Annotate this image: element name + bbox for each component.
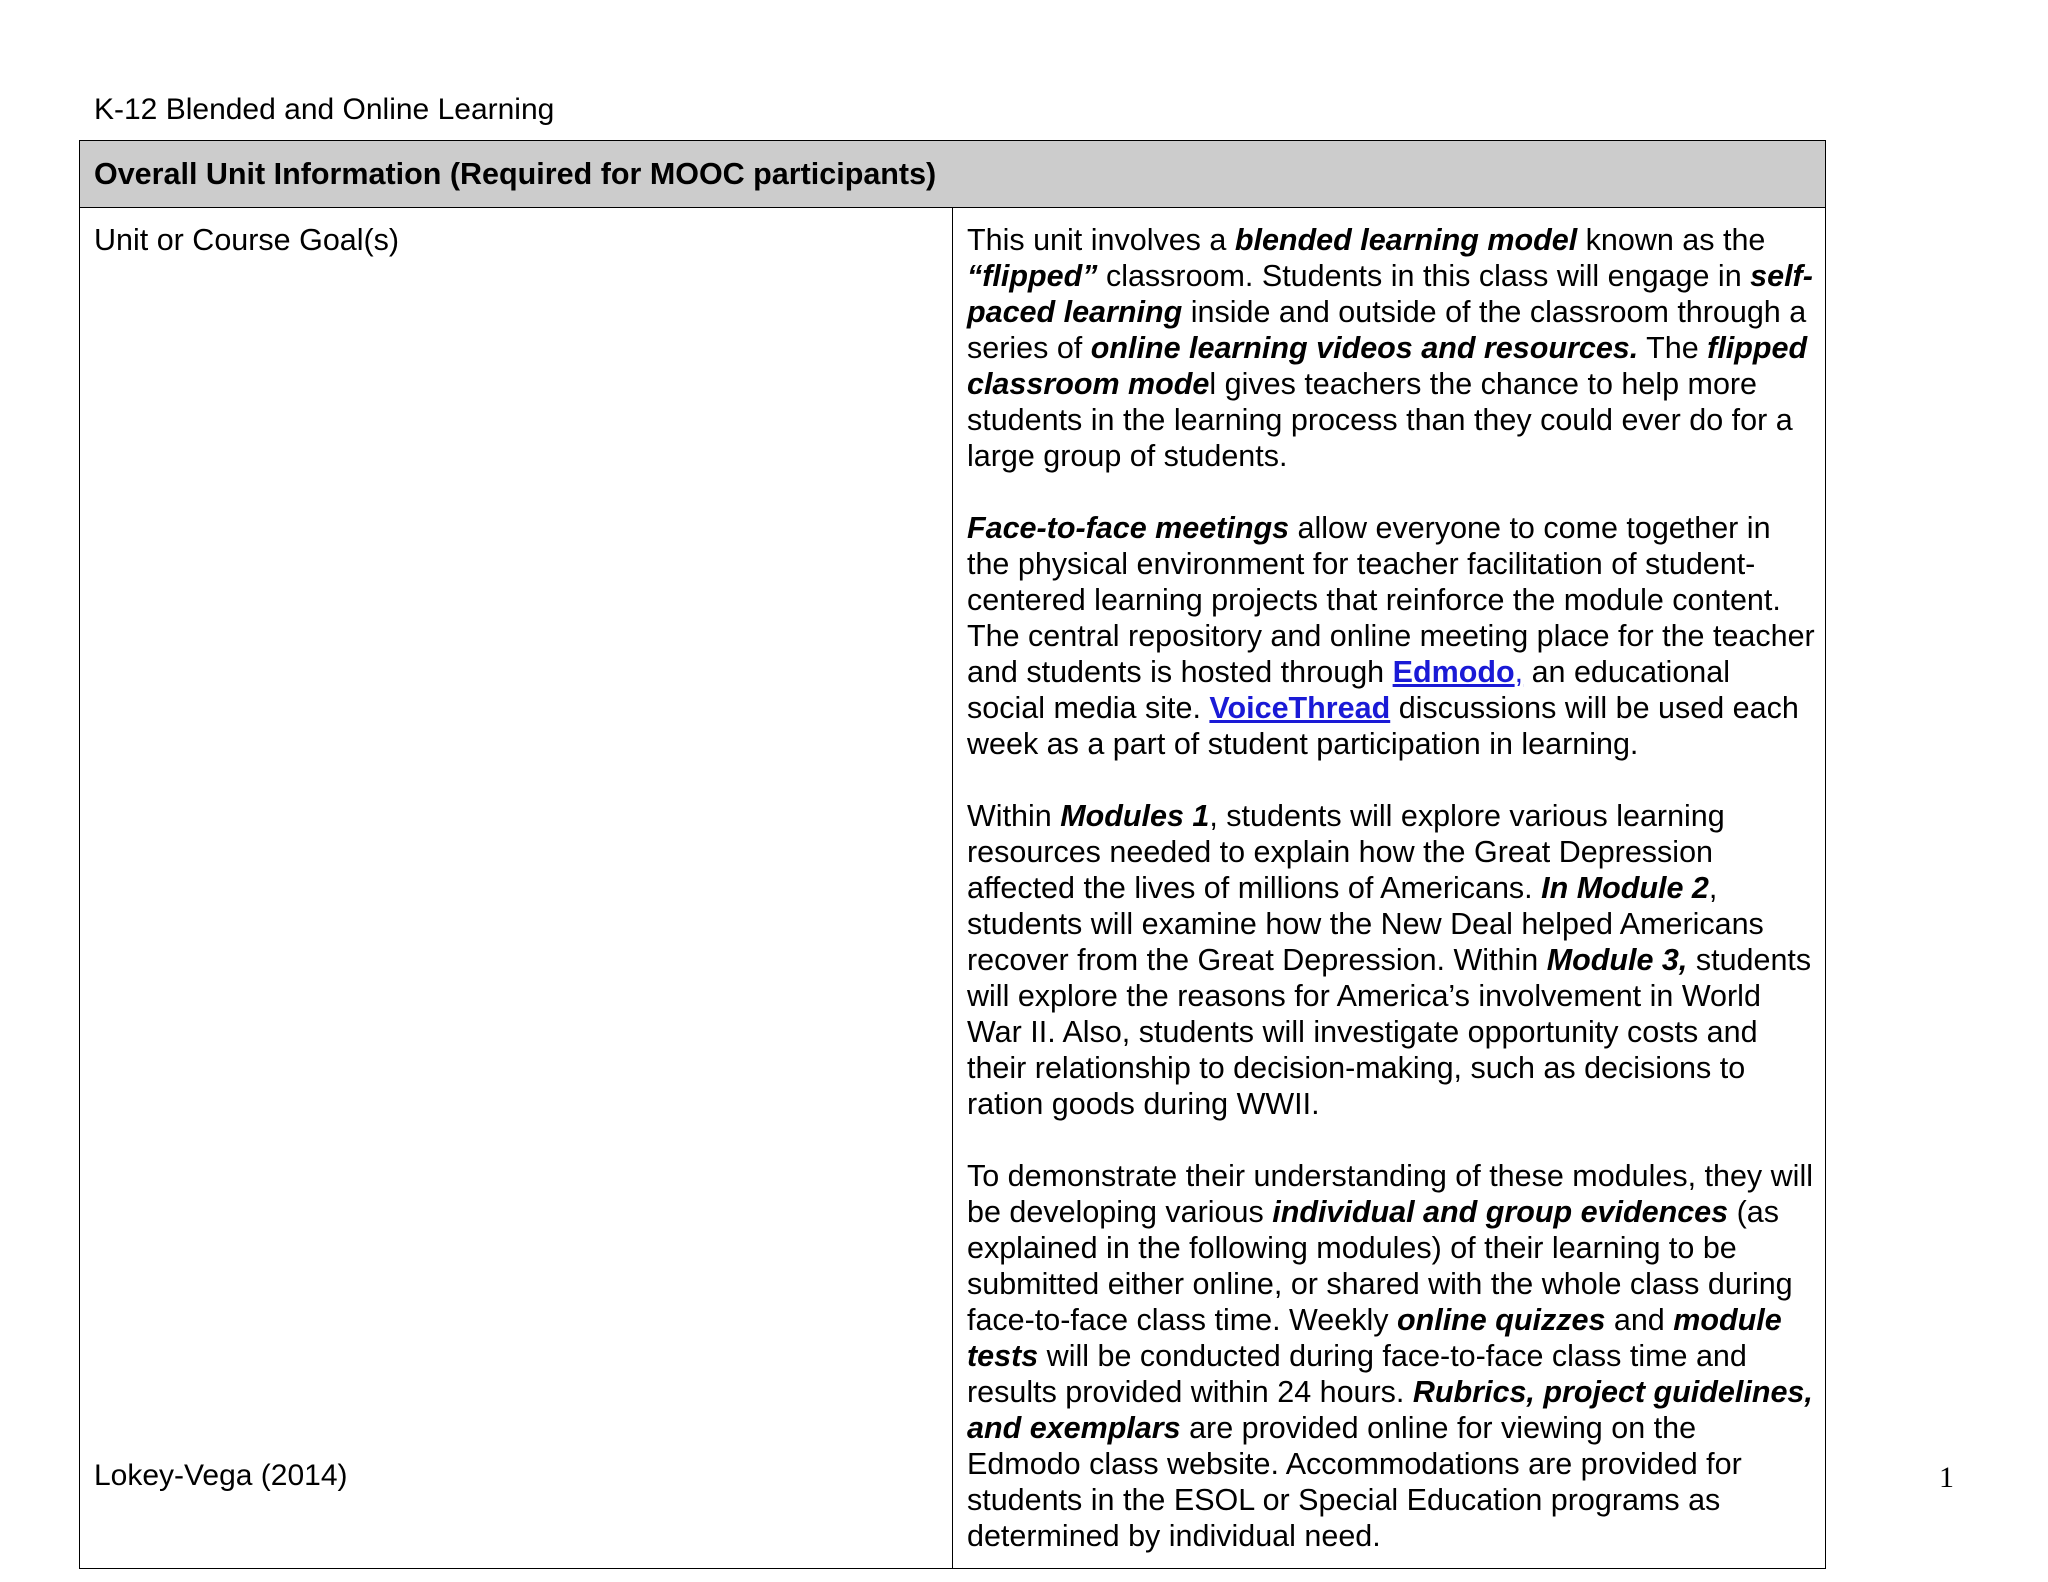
emphasis-text: “flipped”	[967, 259, 1098, 293]
text-run: Within	[967, 799, 1061, 833]
text-run: allow everyone to come together in the physical environment for teacher facilitation of student-centered learning projects that reinforce the module content. The central repository and online meeting place for the teacher and students is hosted through	[967, 511, 1815, 689]
text-run: To demonstrate their understanding of these modules, they will be developing various	[967, 1159, 1814, 1229]
page-number: 1	[1939, 1461, 1954, 1494]
text-run: (as explained in the following modules) of their learning to be submitted either online, or shared with the whole class during face-to-face class time. Weekly	[967, 1195, 1793, 1337]
emphasis-text: Modules 1	[1060, 799, 1210, 833]
edmodo-link-comma[interactable]: ,	[1514, 655, 1524, 689]
voicethread-link[interactable]: VoiceThread	[1209, 691, 1391, 725]
emphasis-text: blended learning model	[1234, 223, 1578, 257]
emphasis-text: online learning videos and resources.	[1090, 331, 1639, 365]
emphasis-text: module tests	[967, 1303, 1782, 1373]
text-run: This unit involves a	[967, 223, 1235, 257]
paragraph-flipped-model	[967, 222, 1815, 474]
goals-content	[953, 208, 1826, 1569]
table-heading-row	[80, 141, 1826, 208]
text-run: The	[1638, 331, 1708, 365]
paragraph-face-to-face	[967, 510, 1815, 762]
emphasis-text: self-paced learning	[967, 259, 1813, 329]
text-run: students will explore the reasons for America’s involvement in World War II. Also, students will investigate opportunity costs and their relationship to decision-making, such as decisions to ration goods during WWII.	[967, 943, 1812, 1121]
emphasis-text: Rubrics, project guidelines, and exemplars	[967, 1375, 1813, 1445]
footer-citation: Lokey-Vega (2014)	[94, 1459, 348, 1492]
emphasis-text: Face-to-face meetings	[967, 511, 1290, 545]
text-run: are provided online for viewing on the Edmodo class website. Accommodations are provided for students in the ESOL or Special Education programs as determined by individual need.	[967, 1411, 1742, 1553]
text-run: discussions will be used each week as a part of student participation in learning.	[967, 691, 1799, 761]
text-run: , students will explore various learning resources needed to explain how the Great Depression affected the lives of millions of Americans.	[967, 799, 1725, 905]
text-run: , students will examine how the New Deal helped Americans recover from the Great Depression. Within	[967, 871, 1764, 977]
paragraph-evidences	[967, 1158, 1815, 1554]
text-run: an educational social media site.	[967, 655, 1730, 725]
text-run: l gives teachers the chance to help more students in the learning process than they could ever do for a large group of students.	[967, 367, 1793, 473]
emphasis-text: flipped classroom mode	[967, 331, 1808, 401]
table-row	[80, 208, 1826, 1569]
row-label: Unit or Course Goal(s)	[80, 208, 953, 1569]
text-run: inside and outside of the classroom through a series of	[967, 295, 1807, 365]
emphasis-text: individual and group evidences	[1272, 1195, 1729, 1229]
text-run: and	[1605, 1303, 1674, 1337]
table-heading: Overall Unit Information (Required for MOOC participants)	[80, 141, 1826, 208]
emphasis-text: Module 3,	[1546, 943, 1688, 977]
text-run: classroom. Students in this class will engage in	[1097, 259, 1751, 293]
emphasis-text: online quizzes	[1396, 1303, 1606, 1337]
paragraph-modules	[967, 798, 1815, 1122]
text-run: will be conducted during face-to-face class time and results provided within 24 hours.	[967, 1339, 1747, 1409]
text-run: known as the	[1577, 223, 1766, 257]
edmodo-link[interactable]: Edmodo	[1392, 655, 1515, 689]
emphasis-text: In Module 2	[1541, 871, 1709, 905]
unit-information-table	[79, 140, 1826, 1569]
document-header: K-12 Blended and Online Learning	[94, 93, 555, 126]
